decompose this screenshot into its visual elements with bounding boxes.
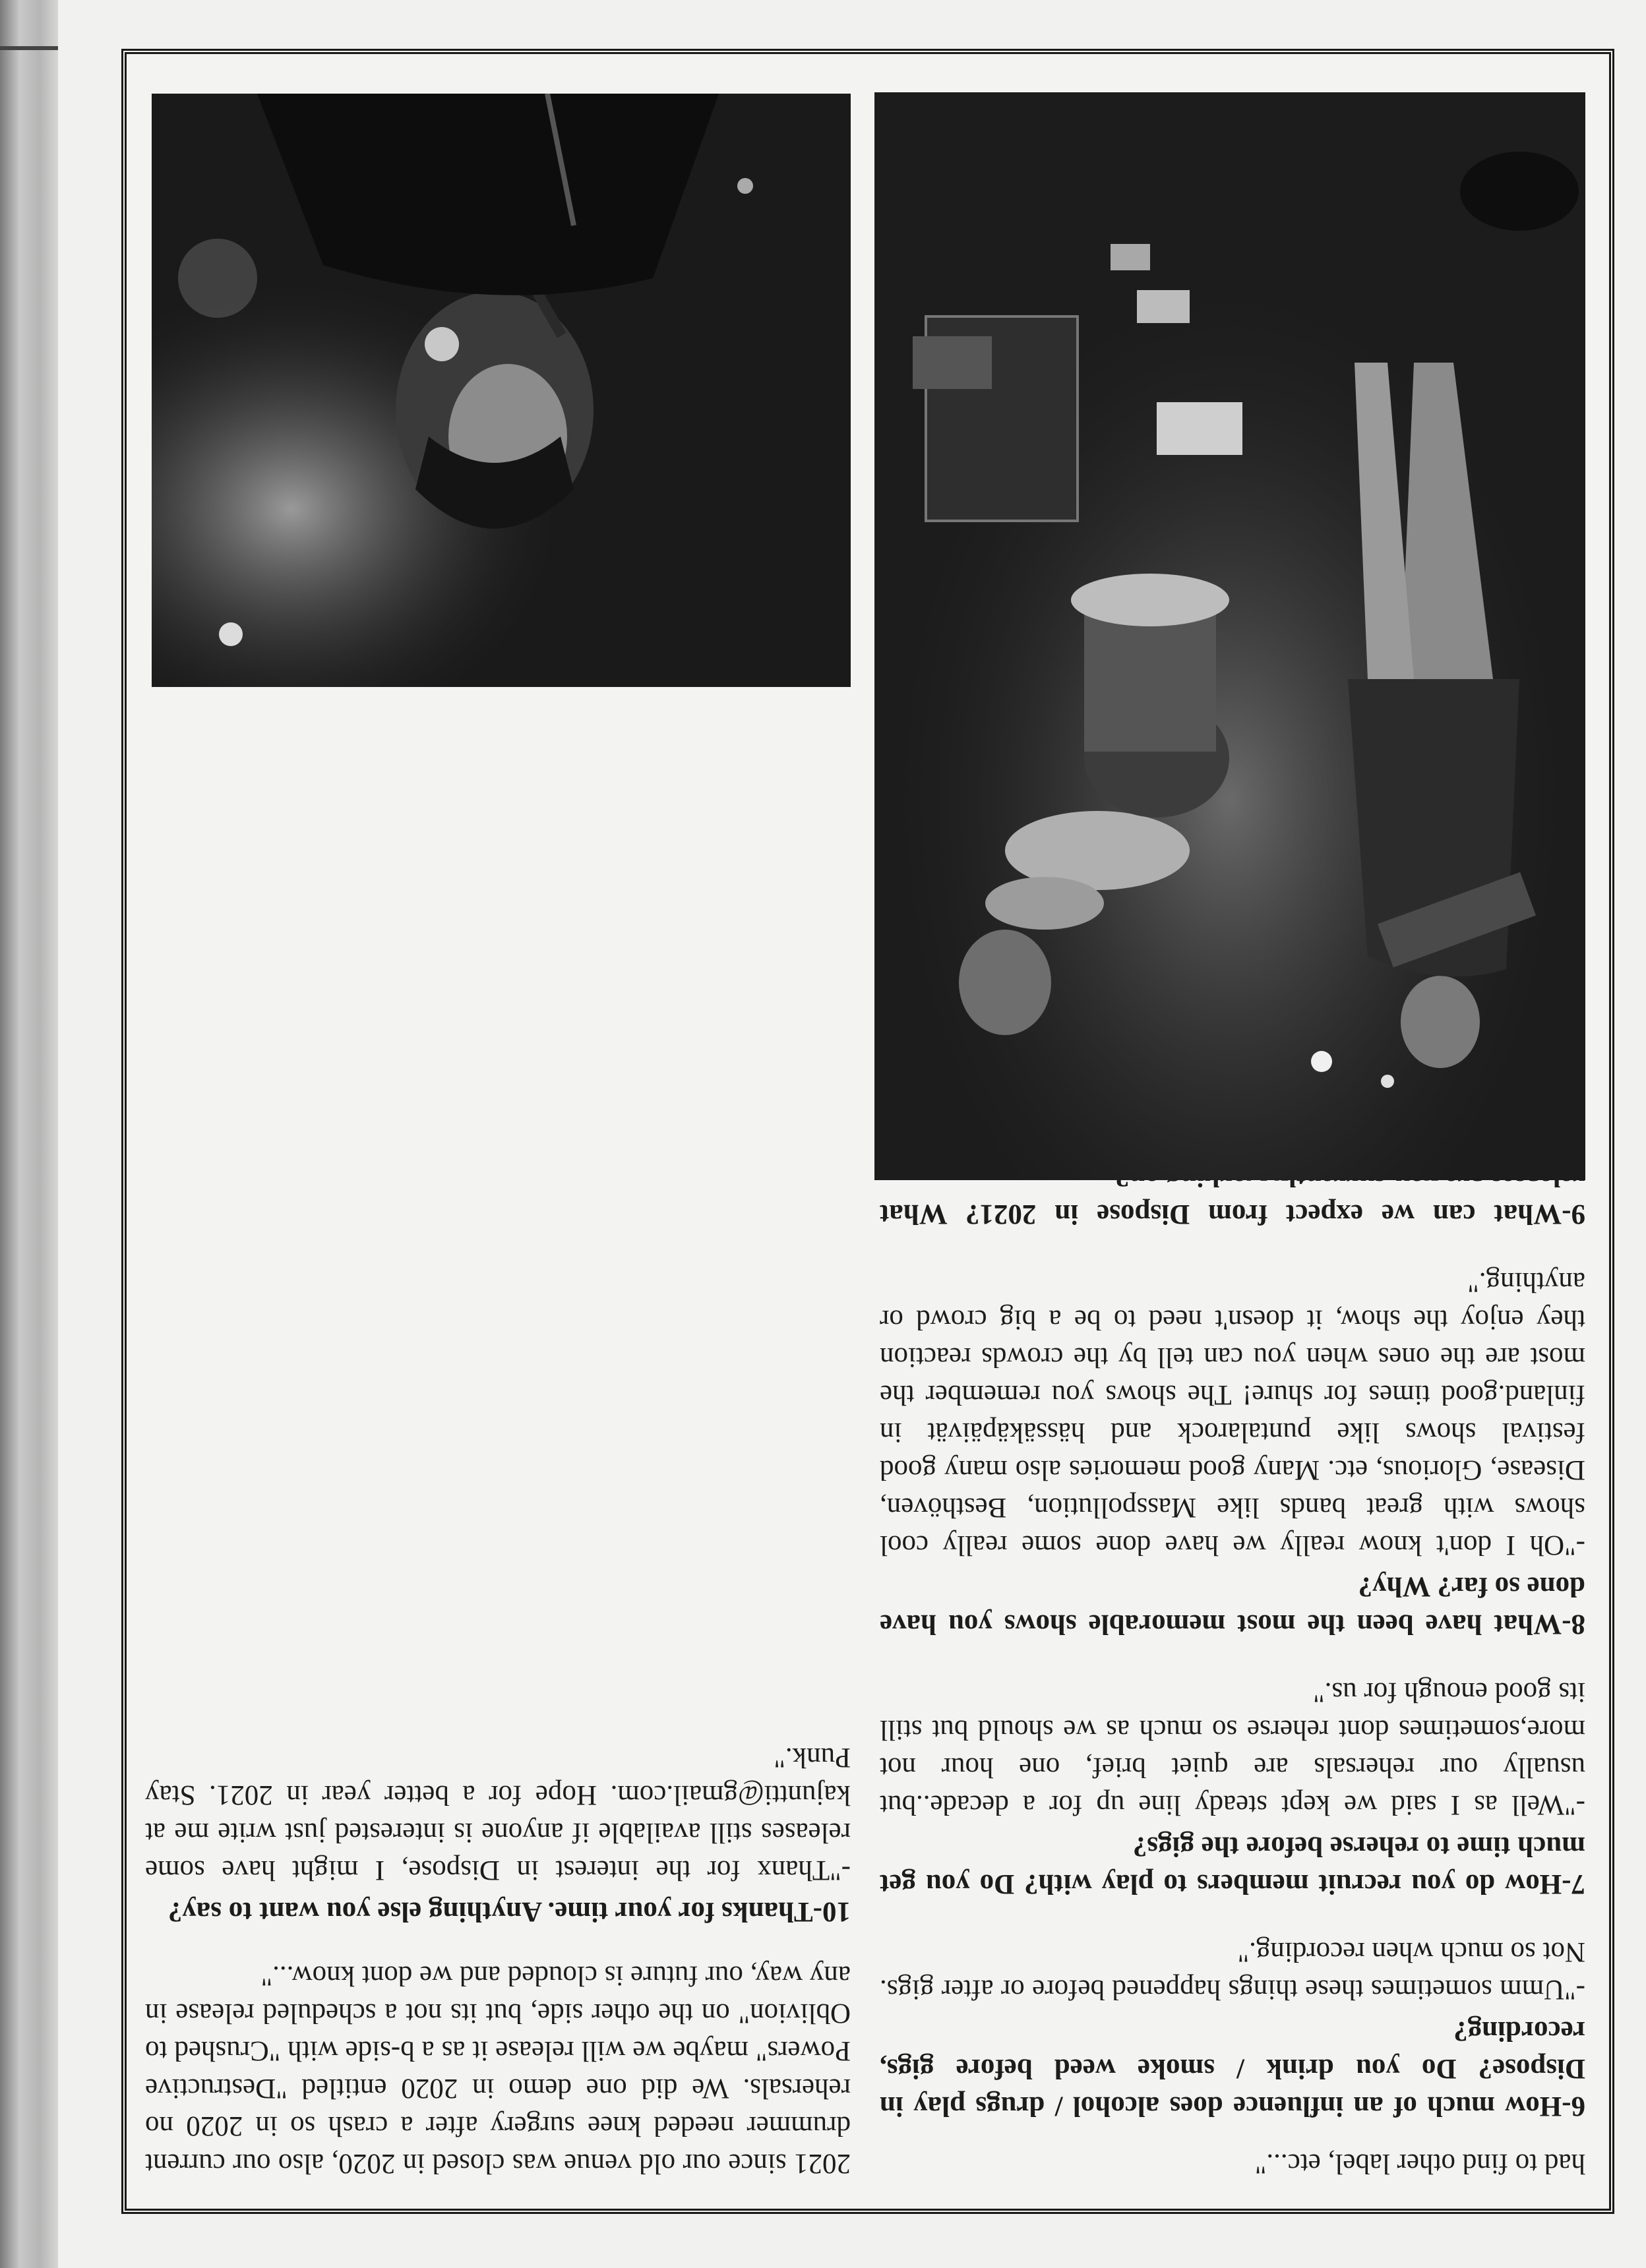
- singer-photo: [152, 94, 851, 687]
- question-9: 9-What can we expect from Dispose in 2021? What: [880, 1199, 1585, 1230]
- singer-photo-art: [152, 94, 851, 687]
- question-7: 7-How do you recruit members to play with? Do you get much time to reherse before the gigs?: [880, 1831, 1585, 1899]
- scan-gutter-line: [0, 46, 58, 50]
- question-8: 8-What have been the most memorable shows you have done so far? Why?: [880, 1571, 1585, 1640]
- question-10: 10-Thanks for your time. Anything else you want to say?: [168, 1896, 851, 1927]
- page-frame: [121, 49, 1614, 2214]
- interview-column-right: [145, 1708, 851, 2182]
- band-live-photo: [874, 92, 1585, 1180]
- answer-7: -"Well as I said we kept steady line up for a decade..but usually our rehersals are quiet brief, one hour not more,sometimes dont reherse so much as we should but still its good enough for us.": [880, 1677, 1585, 1820]
- magazine-page: [58, 0, 1646, 2268]
- answer-10: -"Thanx for the interest in Dispose, I might have some releases still available if anyone is interested just write me at kajuntti@gmail.com. Hope for a better year in 2021. Stay Punk.": [145, 1742, 851, 1886]
- scan-gutter: [0, 0, 58, 2268]
- interview-column-left: [880, 1086, 1585, 2182]
- question-6: 6-How much of an influence does alcohol / drugs play in Dispose? Do you drink / smoke weed before gigs, recording?: [880, 2015, 1585, 2122]
- continued-text-right: 2021 since our old venue was closed in 2020, also our current drummer needed knee surgery after a crash so in 2020 no rehersals. We did one demo in 2020 entitled "Destructive Powers" maybe we will release it as a b-side with "Crushed to Oblivion" on the other side, but its not a scheduled release in any way, our future is clouded and we dont know...": [145, 1960, 851, 2179]
- answer-6: -"Umm sometimes these things happened before or after gigs. Not so much when recording.": [880, 1936, 1585, 2005]
- band-live-photo-art: [874, 92, 1585, 1180]
- continued-text-left: had to find other label, etc...": [1254, 2148, 1585, 2179]
- answer-8: -"Oh I don't know really we have done some really cool shows with great bands like Masspollution, Besthöven, Disease, Glorious, etc. Many good memories also many good festival shows like puntalarock and hässäkäpäivät in finland.good times for shure! The shows you remember the most are the ones when you can tell by the crowds reaction they enjoy the show, it doesn't need to be a big crowd or anything.": [880, 1267, 1585, 1561]
